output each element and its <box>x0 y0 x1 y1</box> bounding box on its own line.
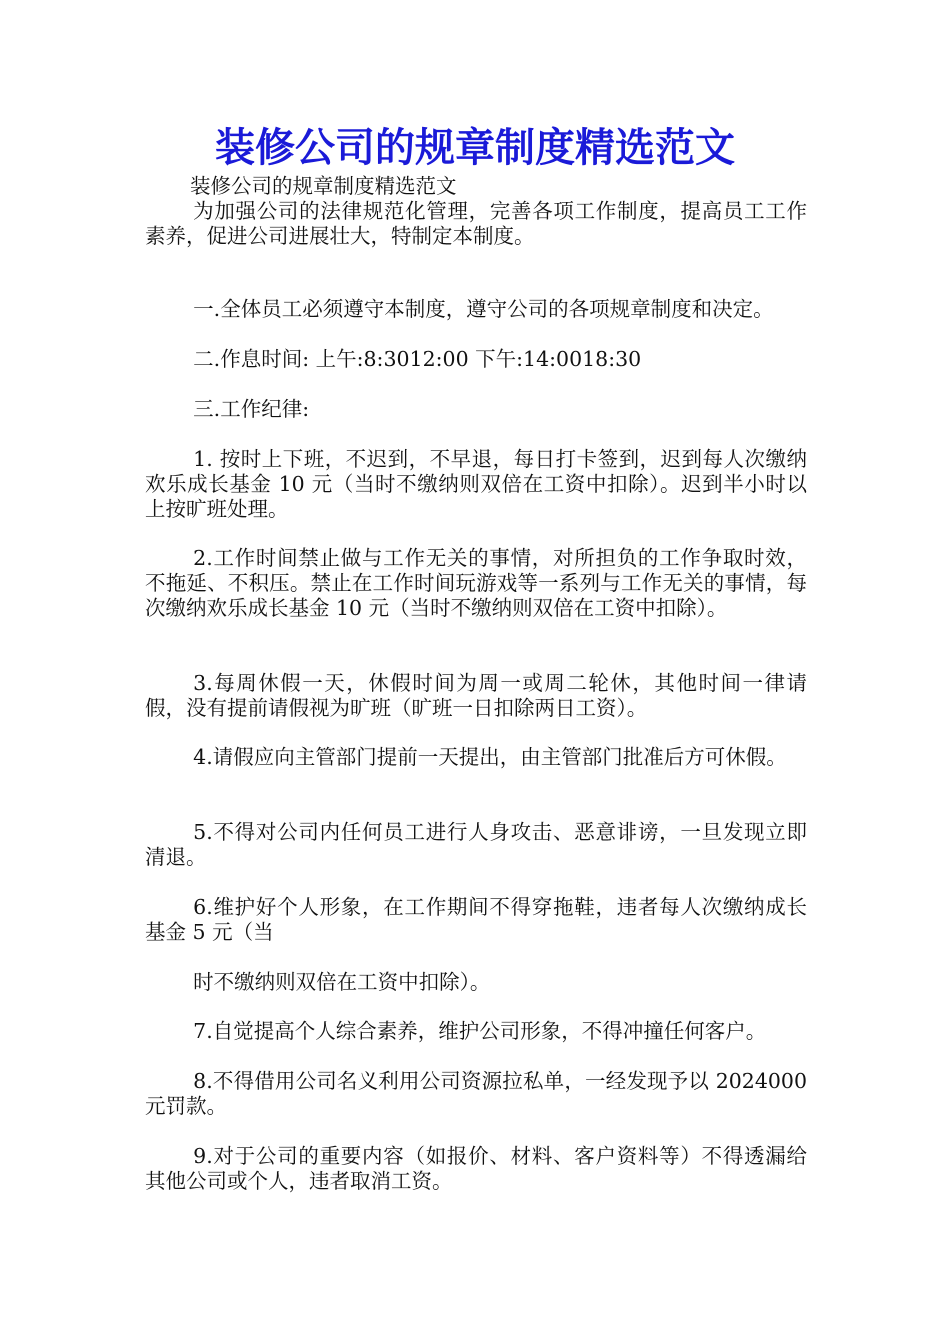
intro-paragraph: 为加强公司的法律规范化管理，完善各项工作制度，提高员工工作素养，促进公司进展壮大，特制定本制度。 <box>145 199 807 248</box>
rule-paragraph: 3.每周休假一天，休假时间为周一或周二轮休，其他时间一律请假，没有提前请假视为旷班（旷班一日扣除两日工资）。 <box>145 671 807 720</box>
rule-paragraph: 7.自觉提高个人综合素养，维护公司形象，不得冲撞任何客户。 <box>193 1019 767 1043</box>
rule-paragraph: 1. 按时上下班，不迟到，不早退，每日打卡签到，迟到每人次缴纳欢乐成长基金 10 元（当时不缴纳则双倍在工资中扣除）。迟到半小时以上按旷班处理。 <box>145 447 807 521</box>
rule-paragraph: 6.维护好个人形象，在工作期间不得穿拖鞋，违者每人次缴纳成长基金 5 元（当 <box>145 895 807 944</box>
rule-paragraph: 时不缴纳则双倍在工资中扣除）。 <box>193 970 491 994</box>
section-paragraph: 一.全体员工必须遵守本制度，遵守公司的各项规章制度和决定。 <box>193 297 774 321</box>
document-title: 装修公司的规章制度精选范文 <box>215 125 735 171</box>
rule-paragraph: 2.工作时间禁止做与工作无关的事情，对所担负的工作争取时效，不拖延、不积压。禁止在工作时间玩游戏等一系列与工作无关的事情，每次缴纳欢乐成长基金 10 元（当时不缴纳则双倍在工资中扣除）。 <box>145 546 807 620</box>
section-heading: 三.工作纪律: <box>193 397 310 421</box>
section-paragraph: 二.作息时间: 上午:8:3012:00 下午:14:0018:30 <box>193 347 642 371</box>
rule-paragraph: 8.不得借用公司名义利用公司资源拉私单，一经发现予以 2024000 元罚款。 <box>145 1069 807 1118</box>
rule-paragraph: 4.请假应向主管部门提前一天提出，由主管部门批准后方可休假。 <box>193 745 787 769</box>
rule-paragraph: 9.对于公司的重要内容（如报价、材料、客户资料等）不得透漏给其他公司或个人，违者取消工资。 <box>145 1144 807 1193</box>
document-subtitle: 装修公司的规章制度精选范文 <box>190 174 457 198</box>
rule-paragraph: 5.不得对公司内任何员工进行人身攻击、恶意诽谤，一旦发现立即清退。 <box>145 820 807 869</box>
